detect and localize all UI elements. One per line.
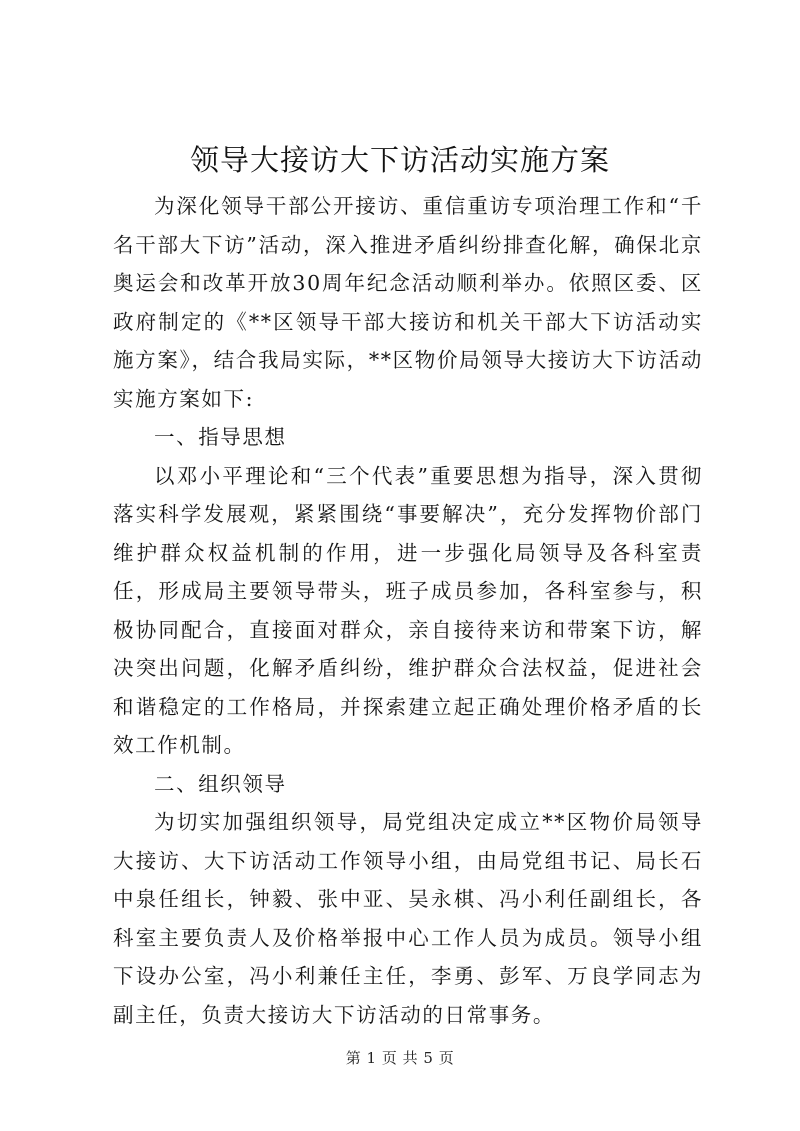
section-heading-guiding-ideology: 一、指导思想 xyxy=(154,425,287,449)
document-title: 领导大接访大下访活动实施方案 xyxy=(189,143,610,177)
organization-paragraph: 为切实加强组织领导，局党组决定成立**区物价局领导大接访、大下访活动工作领导小组，由局党组书记、局长石中泉任组长，钟毅、张中亚、吴永棋、冯小利任副组长，各科室主要负责人及价格举报中心工作人员为成员。领导小组下设办公室，冯小利兼任主任，李勇、彭军、万良学同志为副主任，负责大接访大下访活动的日常事务。 xyxy=(113,810,703,1027)
page-number-footer: 第 1 页 共 5 页 xyxy=(345,1049,455,1067)
section-heading-organization: 二、组织领导 xyxy=(154,771,287,796)
document-body xyxy=(113,187,703,1034)
guiding-ideology-paragraph: 以邓小平理论和“三个代表”重要思想为指导，深入贯彻落实科学发展观，紧紧围绕“事要解决”，充分发挥物价部门维护群众权益机制的作用，进一步强化局领导及各科室责任，形成局主要领导带头，班子成员参加，各科室参与，积极协同配合，直接面对群众，亲自接待来访和带案下访，解决突出问题，化解矛盾纠纷，维护群众合法权益，促进社会和谐稳定的工作格局，并探索建立起正确处理价格矛盾的长效工作机制。 xyxy=(113,463,703,757)
intro-paragraph: 为深化领导干部公开接访、重信重访专项治理工作和“千名干部大下访”活动，深入推进矛盾纠纷排查化解，确保北京奥运会和改革开放30周年纪念活动顺利举办。依照区委、区政府制定的《**区领导干部大接访和机关干部大下访活动实施方案》，结合我局实际，**区物价局领导大接访大下访活动实施方案如下: xyxy=(113,194,703,411)
